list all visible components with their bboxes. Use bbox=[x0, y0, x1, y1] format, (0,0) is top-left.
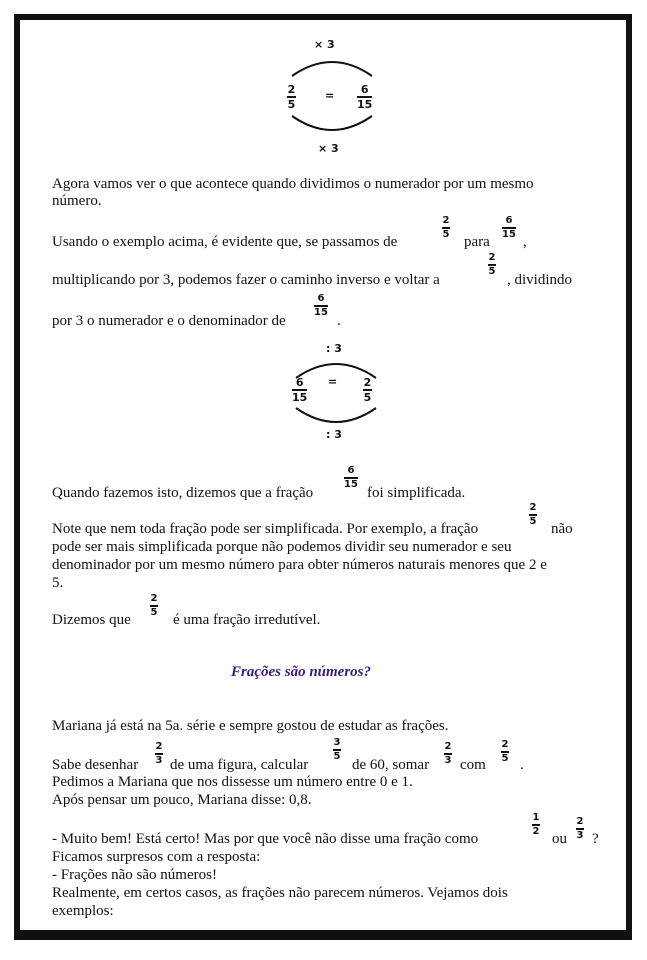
denominator: 3 bbox=[444, 754, 452, 766]
denominator: 15 bbox=[502, 228, 516, 240]
paragraph-line: número. bbox=[52, 193, 102, 209]
paragraph-line: Agora vamos ver o que acontece quando dividimos o numerador por um mesmo bbox=[52, 176, 534, 192]
paragraph-text: . bbox=[520, 757, 524, 773]
diagram-top-label: × 3 bbox=[314, 38, 335, 51]
numerator: 6 bbox=[505, 215, 513, 226]
numerator: 6 bbox=[295, 376, 304, 389]
equals-sign: = bbox=[325, 89, 335, 102]
numerator: 6 bbox=[317, 293, 325, 304]
paragraph-text: Dizemos que bbox=[52, 612, 131, 628]
paragraph-line: Ficamos surpresos com a resposta: bbox=[52, 849, 261, 865]
numerator: 2 bbox=[488, 252, 496, 263]
paragraph-text: foi simplificada. bbox=[367, 485, 466, 501]
numerator: 2 bbox=[444, 741, 452, 752]
numerator: 3 bbox=[333, 737, 341, 748]
denominator: 15 bbox=[314, 306, 328, 318]
diagram-bottom-label: : 3 bbox=[326, 428, 342, 441]
denominator: 5 bbox=[363, 390, 372, 404]
top-arc bbox=[290, 56, 374, 78]
diagram-right-fraction bbox=[363, 377, 372, 403]
inline-fraction bbox=[344, 466, 358, 490]
paragraph-text: para bbox=[464, 234, 490, 250]
paragraph-text: Note que nem toda fração pode ser simplificada. Por exemplo, a fração bbox=[52, 521, 479, 537]
diagram-right-fraction bbox=[357, 84, 372, 110]
numerator: 2 bbox=[363, 376, 372, 389]
paragraph-line: - Frações não são números! bbox=[52, 867, 217, 883]
paragraph-text: , dividindo bbox=[507, 272, 573, 288]
paragraph-line: Após pensar um pouco, Mariana disse: 0,8. bbox=[52, 792, 312, 808]
denominator: 5 bbox=[150, 606, 158, 618]
paragraph-text: de 60, somar bbox=[352, 757, 430, 773]
section-title: Frações são números? bbox=[231, 664, 372, 680]
paragraph-text: ? bbox=[592, 831, 599, 847]
numerator: 2 bbox=[287, 83, 296, 96]
inline-fraction bbox=[155, 742, 163, 766]
denominator: 3 bbox=[155, 754, 163, 766]
denominator: 5 bbox=[529, 515, 537, 527]
numerator: 2 bbox=[529, 502, 537, 513]
inline-fraction bbox=[529, 503, 537, 527]
inline-fraction bbox=[488, 253, 496, 277]
numerator: 1 bbox=[532, 812, 540, 823]
paragraph-text: ou bbox=[552, 831, 567, 847]
paragraph-line: Realmente, em certos casos, as frações não parecem números. Vejamos dois bbox=[52, 885, 508, 901]
numerator: 6 bbox=[347, 465, 355, 476]
denominator: 5 bbox=[488, 265, 496, 277]
bottom-arc bbox=[294, 406, 378, 428]
paragraph-line: 5. bbox=[52, 575, 64, 591]
denominator: 15 bbox=[344, 478, 358, 490]
paragraph-text: multiplicando por 3, podemos fazer o caminho inverso e voltar a bbox=[52, 272, 440, 288]
paragraph-line: Mariana já está na 5a. série e sempre gostou de estudar as frações. bbox=[52, 718, 449, 734]
paragraph-text: - Muito bem! Está certo! Mas por que você não disse uma fração como bbox=[52, 831, 479, 847]
paragraph-line: Pedimos a Mariana que nos dissesse um número entre 0 e 1. bbox=[52, 774, 413, 790]
inline-fraction bbox=[576, 817, 584, 841]
paragraph-line: denominador por um mesmo número para obter números naturais menores que 2 e bbox=[52, 557, 547, 573]
paragraph-text: Quando fazemos isto, dizemos que a fração bbox=[52, 485, 314, 501]
denominator: 3 bbox=[576, 829, 584, 841]
denominator: 5 bbox=[442, 228, 450, 240]
diagram-left-fraction bbox=[287, 84, 296, 110]
numerator: 2 bbox=[576, 816, 584, 827]
paragraph-text: por 3 o numerador e o denominador de bbox=[52, 313, 286, 329]
inline-fraction bbox=[442, 216, 450, 240]
inline-fraction bbox=[150, 594, 158, 618]
paragraph-text: de uma figura, calcular bbox=[170, 757, 309, 773]
inline-fraction bbox=[314, 294, 328, 318]
denominator: 5 bbox=[501, 752, 509, 764]
inline-fraction bbox=[502, 216, 516, 240]
equals-sign: = bbox=[328, 375, 338, 388]
denominator: 15 bbox=[292, 390, 308, 404]
numerator: 2 bbox=[501, 739, 509, 750]
denominator: 2 bbox=[532, 825, 540, 837]
paragraph-text: Sabe desenhar bbox=[52, 757, 139, 773]
paragraph-line: exemplos: bbox=[52, 903, 114, 919]
paragraph-text: com bbox=[460, 757, 486, 773]
numerator: 6 bbox=[360, 83, 369, 96]
paragraph-text: . bbox=[337, 313, 341, 329]
diagram-top-label: : 3 bbox=[326, 342, 342, 355]
paragraph-text: Usando o exemplo acima, é evidente que, se passamos de bbox=[52, 234, 398, 250]
bottom-arc bbox=[290, 114, 374, 136]
numerator: 2 bbox=[150, 593, 158, 604]
numerator: 2 bbox=[442, 215, 450, 226]
denominator: 5 bbox=[333, 750, 341, 762]
paragraph-text: , bbox=[523, 234, 527, 250]
denominator: 15 bbox=[357, 97, 373, 111]
inline-fraction bbox=[444, 742, 452, 766]
inline-fraction bbox=[333, 738, 341, 762]
inline-fraction bbox=[532, 813, 540, 837]
denominator: 5 bbox=[287, 97, 296, 111]
diagram-left-fraction bbox=[292, 377, 307, 403]
paragraph-line: pode ser mais simplificada porque não podemos dividir seu numerador e seu bbox=[52, 539, 512, 555]
paragraph-text: não bbox=[551, 521, 573, 537]
numerator: 2 bbox=[155, 741, 163, 752]
diagram-bottom-label: × 3 bbox=[318, 142, 339, 155]
paragraph-text: é uma fração irredutível. bbox=[173, 612, 321, 628]
inline-fraction bbox=[501, 740, 509, 764]
